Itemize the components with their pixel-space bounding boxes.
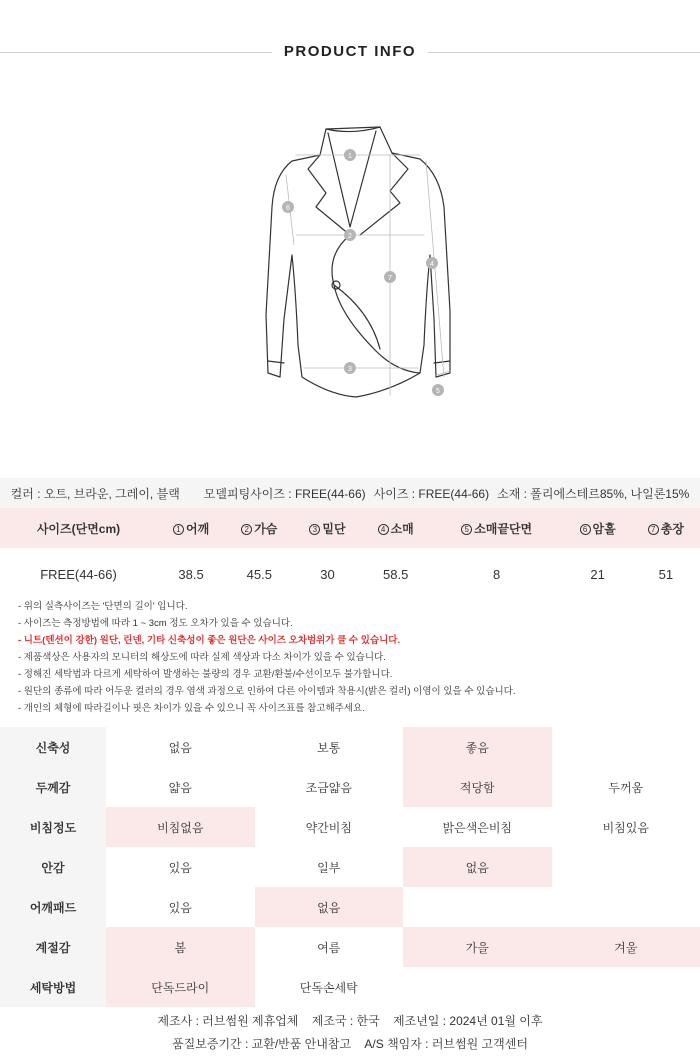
spec-option: 좋음 [403,727,552,767]
size-header-label: 사이즈(단면cm) [0,508,157,548]
size-cell: 58.5 [383,566,409,582]
spec-option: 비침있음 [602,820,649,835]
spec-option: 조금얇음 [305,780,352,795]
note-item: - 위의 실측사이즈는 '단면의 길이' 입니다. [18,601,188,612]
spec-row-label: 세탁방법 [0,967,106,1007]
size-cell: 30 [320,566,335,582]
footer-date: 제조년일 : 2024년 01월 이후 [393,1014,543,1028]
size-cell: 51 [658,566,674,582]
size-header-cuff: 5 소매끝단면 [430,508,564,548]
spec-option [403,967,552,1007]
size-table-header [0,508,700,548]
note-item: - 정해진 세탁법과 다르게 세탁하여 발생하는 불량의 경우 교환/환불/수선이모두 불가합니다. [18,669,393,680]
spec-option: 있음 [168,900,192,915]
size-notes [18,598,688,717]
marker-4: 4 [430,261,434,268]
spec-option: 없음 [403,847,552,887]
page-title: PRODUCT INFO [283,43,417,60]
footer-country: 제조국 : 한국 [311,1014,380,1028]
spec-option: 있음 [168,860,192,875]
size-cell: 38.5 [178,566,204,582]
spec-option: 비침없음 [106,807,255,847]
footer-as: A/S 책임자 : 러브썸원 고객센터 [364,1037,528,1051]
marker-7: 7 [388,275,392,282]
spec-option: 적당함 [403,767,552,807]
footer-warranty: 품질보증기간 : 교환/반품 안내참고 [172,1037,352,1051]
marker-6: 6 [286,205,290,212]
size-table [0,508,700,600]
spec-option [552,967,700,1007]
size-header-shoulder: 1 어깨 [157,508,225,548]
summary-model-size: 모델피팅사이즈 : FREE(44-66) [203,486,366,501]
spec-row-label: 계절감 [0,927,106,967]
spec-row [0,847,700,887]
size-cell: 8 [493,566,501,582]
note-item-warning: - 니트(텐션이 강한) 원단, 린넨, 기타 신축성이 좋은 원단은 사이즈 오차범위가 클 수 있습니다. [18,635,401,646]
spec-option: 일부 [317,860,341,875]
jacket-measurement-drawing [230,115,470,415]
spec-row [0,887,700,927]
spec-option: 없음 [255,887,404,927]
spec-row-label: 비침정도 [0,807,106,847]
spec-option: 단독손세탁 [299,980,358,995]
size-header-sleeve: 4 소매 [362,508,430,548]
fabric-spec-table [0,727,700,1007]
spec-option: 두꺼움 [608,780,644,795]
divider-right [428,52,700,53]
spec-row [0,927,700,967]
spec-row-label: 안감 [0,847,106,887]
note-item: - 개인의 체형에 따라길이나 핏은 차이가 있을 수 있으니 꼭 사이즈표를 참고해주세요. [18,703,365,714]
spec-row [0,767,700,807]
spec-option: 단독드라이 [106,967,255,1007]
spec-option [552,727,700,767]
spec-row [0,807,700,847]
spec-option [403,887,552,927]
size-header-chest: 2 가슴 [225,508,293,548]
spec-option: 얇음 [168,780,192,795]
spec-row [0,967,700,1007]
size-cell: 21 [590,566,605,582]
product-summary-bar [0,478,700,508]
spec-option: 약간비침 [305,820,352,835]
spec-option: 밝은색은비침 [442,820,513,835]
summary-material: 소재 : 폴리에스테르85%, 나일론15% [497,486,690,501]
size-table-row [0,548,700,600]
size-header-hem: 3 밑단 [293,508,361,548]
product-footer [0,1010,700,1056]
size-cell: FREE(44-66) [40,566,117,582]
section-header [0,0,700,105]
note-item: - 제품색상은 사용자의 모니터의 해상도에 따라 실제 색상과 다소 차이가 있을 수 있습니다. [18,652,386,663]
spec-row-label: 신축성 [0,727,106,767]
spec-option: 가을 [403,927,552,967]
note-item: - 사이즈는 측정방법에 따라 1 ~ 3cm 정도 오차가 있을 수 있습니다. [18,618,293,629]
spec-option [552,887,700,927]
spec-row-label: 어깨패드 [0,887,106,927]
spec-option [552,847,700,887]
spec-option: 보통 [317,740,341,755]
footer-maker: 제조사 : 러브썸원 제휴업체 [157,1014,299,1028]
summary-size: 사이즈 : FREE(44-66) [373,486,490,501]
spec-option: 겨울 [552,927,700,967]
size-cell: 45.5 [246,566,272,582]
size-header-armhole: 6 암홀 [564,508,632,548]
spec-option: 없음 [168,740,192,755]
spec-row [0,727,700,767]
summary-color: 컬러 : 오트, 브라운, 그레이, 블랙 [10,486,180,501]
spec-option: 봄 [106,927,255,967]
note-item: - 원단의 종류에 따라 어두운 컬러의 경우 염색 과정으로 인하여 다른 아이템과 착용시(밝은 컬러) 이염이 있을 수 있습니다. [18,686,516,697]
marker-5: 5 [436,388,440,395]
marker-2: 2 [348,233,352,240]
spec-row-label: 두께감 [0,767,106,807]
marker-3: 3 [348,366,352,373]
size-header-length: 7 총장 [632,508,700,548]
marker-1: 1 [348,153,352,160]
spec-option: 여름 [317,940,341,955]
